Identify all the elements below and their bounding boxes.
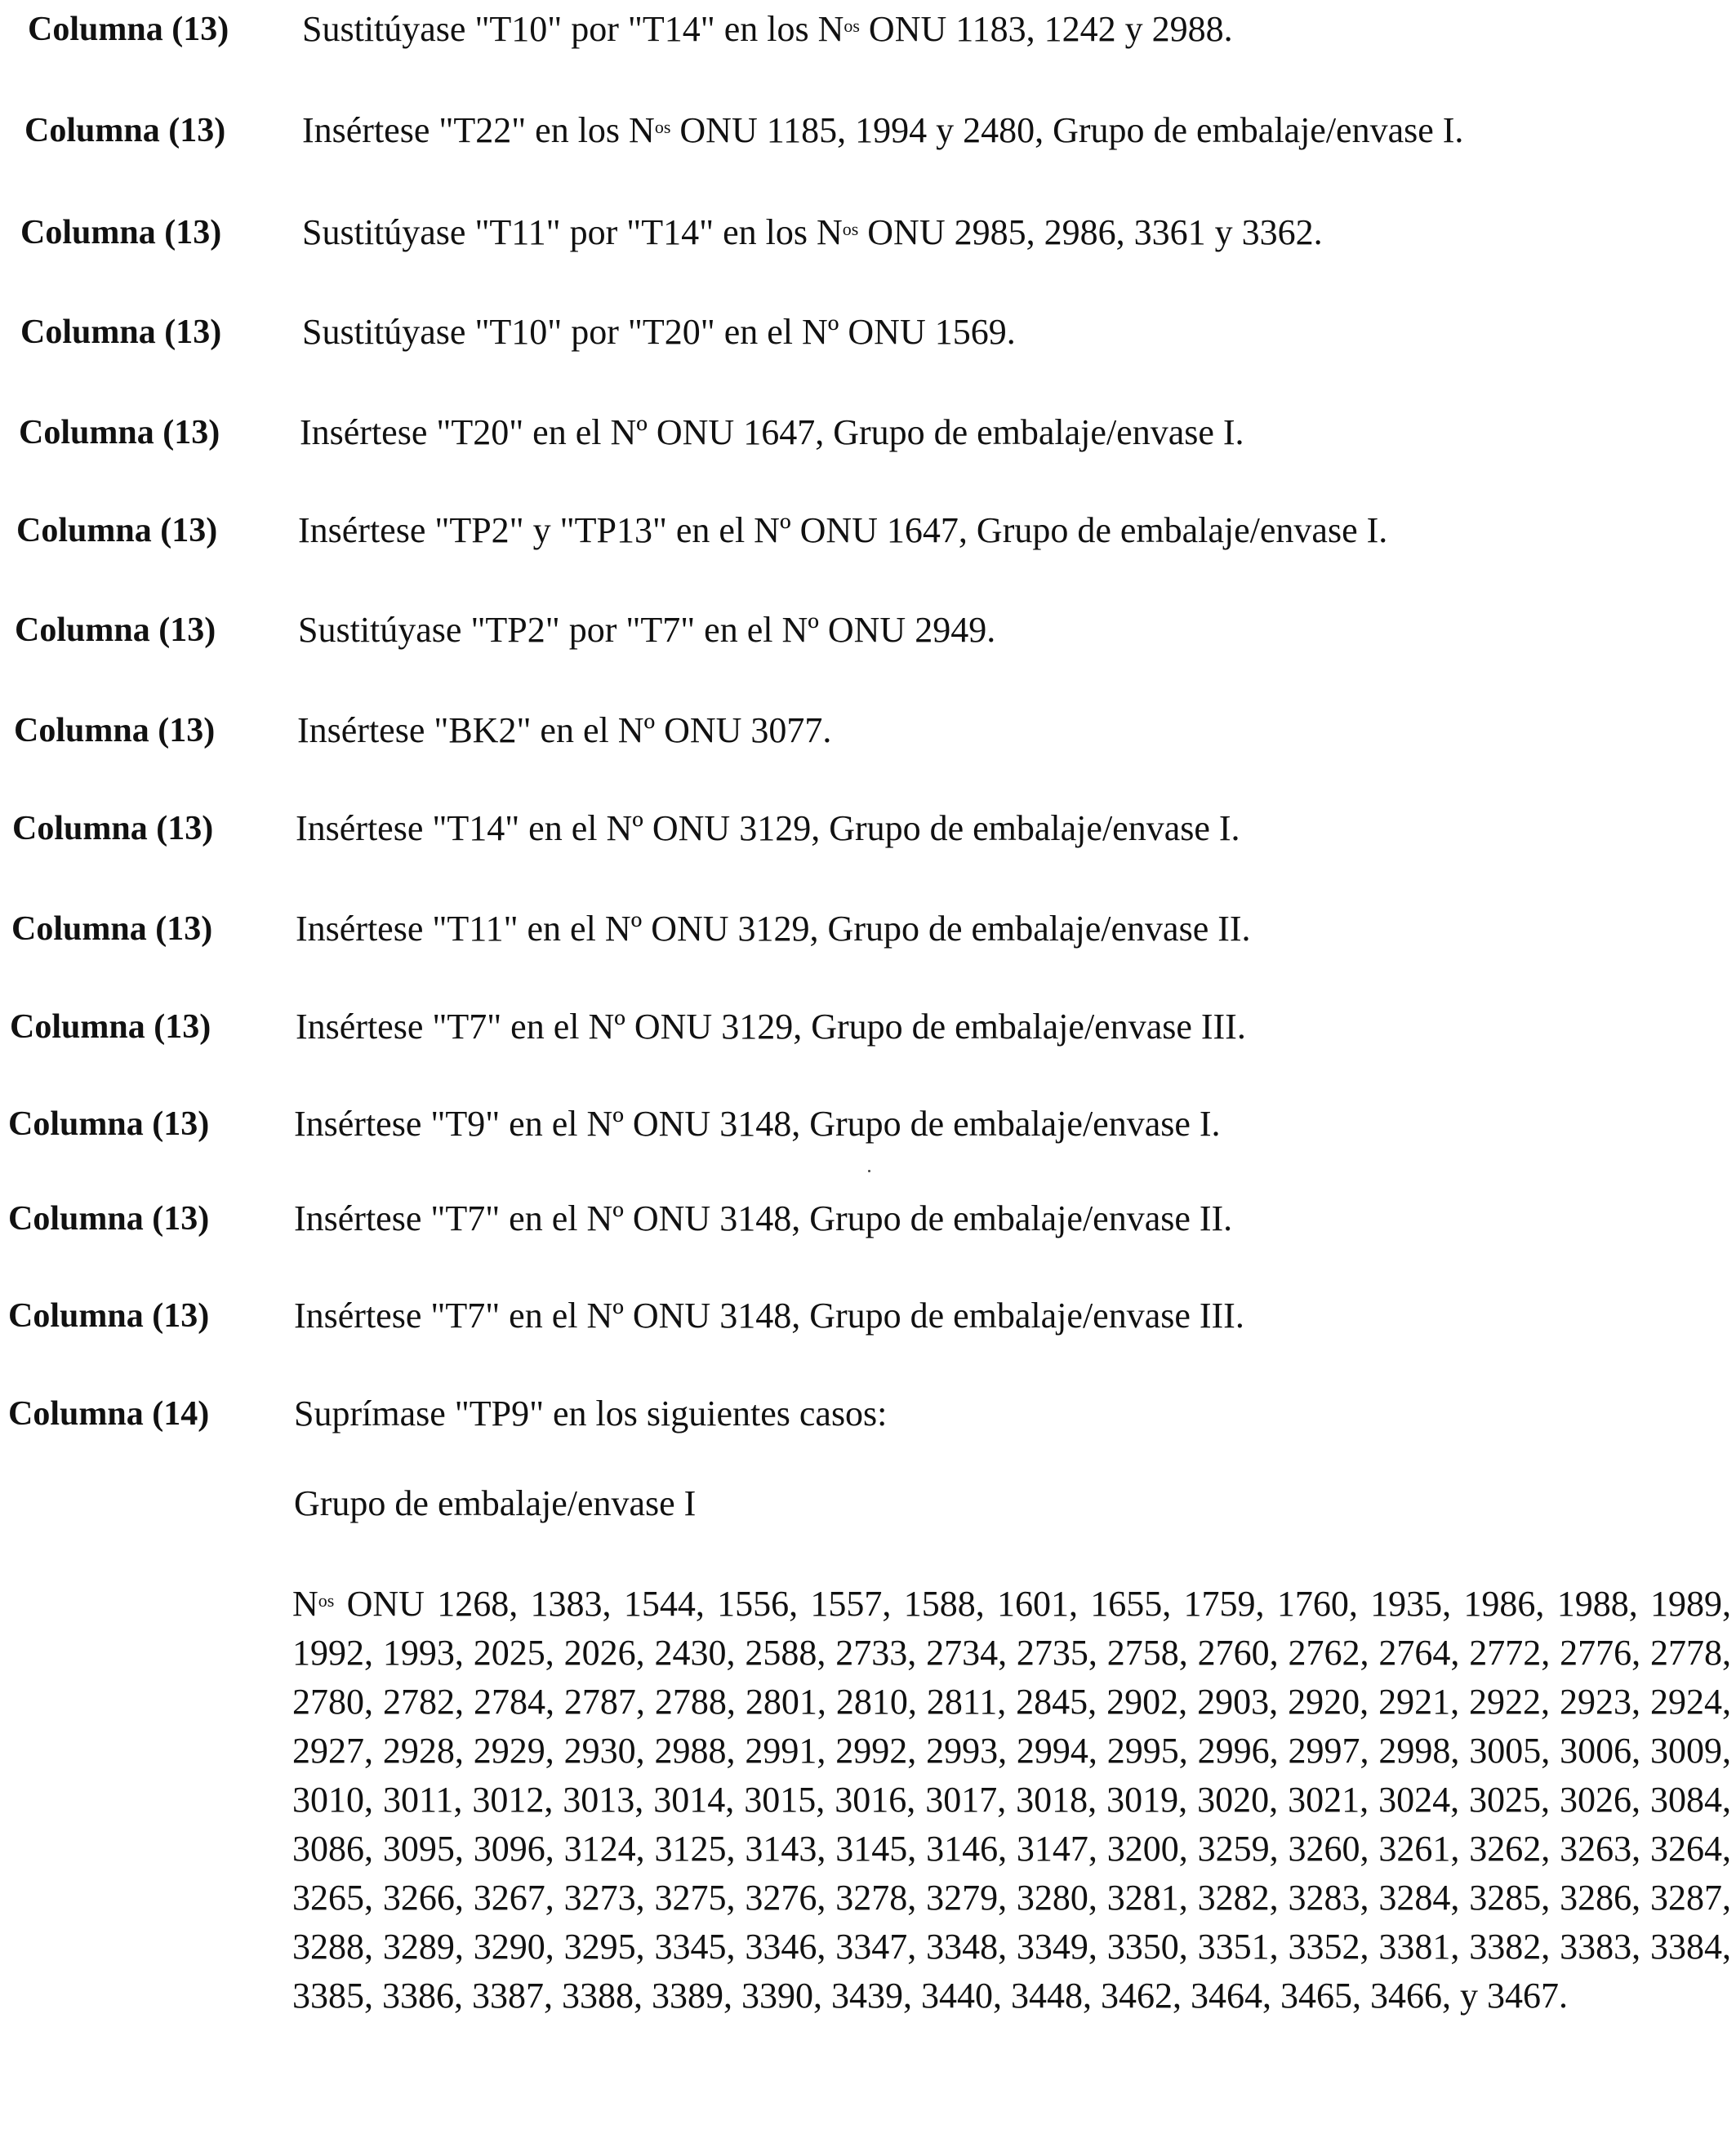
scan-speck — [868, 1170, 870, 1172]
column-label: Columna (13) — [10, 1008, 211, 1046]
column-label: Columna (13) — [16, 512, 218, 549]
amendment-entry — [0, 1100, 1736, 1149]
column-label: Columna (13) — [20, 214, 222, 251]
column-label: Columna (13) — [19, 414, 220, 451]
amendment-entry — [0, 706, 1736, 755]
amendment-text: Insértese "BK2" en el Nº ONU 3077. — [297, 710, 832, 750]
amendment-entry — [0, 1389, 1736, 1438]
amendment-text: Insértese "T7" en el Nº ONU 3148, Grupo de embalaje/envase II. — [294, 1198, 1233, 1238]
amendment-text: Insértese "T7" en el Nº ONU 3129, Grupo de embalaje/envase III. — [296, 1007, 1246, 1047]
column-label: Columna (13) — [12, 810, 214, 847]
amendment-text: Sustitúyase "T11" por "T14" en los $N^{os}$ ONU 2985, 2986, 3361 y 3362. — [302, 212, 1323, 252]
amendment-entry — [0, 1291, 1736, 1340]
amendment-text: Sustitúyase "TP2" por "T7" en el Nº ONU 2949. — [298, 610, 996, 650]
column-label: Columna (14) — [8, 1395, 210, 1433]
amendment-text: Insértese "T22" en los $N^{os}$ ONU 1185, 1994 y 2480, Grupo de embalaje/envase I. — [302, 110, 1464, 150]
column-label: Columna (13) — [8, 1200, 210, 1238]
packing-group-heading: Grupo de embalaje/envase I — [294, 1483, 697, 1523]
amendment-entry — [0, 506, 1736, 555]
amendment-text: Sustitúyase "T10" por "T20" en el Nº ONU 1569. — [302, 312, 1016, 352]
amendment-text: Insértese "TP2" y "TP13" en el Nº ONU 1647, Grupo de embalaje/envase I. — [298, 510, 1388, 550]
column-label: Columna (13) — [11, 910, 213, 948]
amendment-entry — [0, 106, 1736, 155]
column-label: Columna (13) — [8, 1297, 210, 1335]
amendment-text: Insértese "T11" en el Nº ONU 3129, Grupo de embalaje/envase II. — [296, 909, 1251, 949]
column-label: Columna (13) — [8, 1105, 210, 1143]
amendment-entry — [0, 1194, 1736, 1243]
amendment-entry — [0, 905, 1736, 954]
amendment-entry — [0, 1002, 1736, 1051]
amendment-text: Insértese "T9" en el Nº ONU 3148, Grupo de embalaje/envase I. — [294, 1104, 1221, 1144]
column-label: Columna (13) — [20, 313, 222, 351]
amendment-entry — [0, 408, 1736, 457]
column-label: Columna (13) — [28, 11, 229, 48]
amendment-text: Insértese "T14" en el Nº ONU 3129, Grupo de embalaje/envase I. — [296, 808, 1240, 848]
amendment-text: Insértese "T20" en el Nº ONU 1647, Grupo de embalaje/envase I. — [300, 412, 1244, 452]
un-number-list: $N^{os}$ ONU 1268, 1383, 1544, 1556, 1557, 1588, 1601, 1655, 1759, 1760, 1935, 1986, 1988, 1989, 1992, 1993, 2025, 2026, 2430, 2588, 2733, 2734, 2735, 2758, 2760, 2762, 2764, 2772, 2776, 2778, 2780, 2782, 2784, 2787, 2788, 2801, 2810, 2811, 2845, 2902, 2903, 2920, 2921, 2922, 2923, 2924, 2927, 2928, 2929, 2930, 2988, 2991, 2992, 2993, 2994, 2995, 2996, 2997, 2998, 3005, 3006, 3009, 3010, 3011, 3012, 3013, 3014, 3015, 3016, 3017, 3018, 3019, 3020, 3021, 3024, 3025, 3026, 3084, 3086, 3095, 3096, 3124, 3125, 3143, 3145, 3146, 3147, 3200, 3259, 3260, 3261, 3262, 3263, 3264, 3265, 3266, 3267, 3273, 3275, 3276, 3278, 3279, 3280, 3281, 3282, 3283, 3284, 3285, 3286, 3287, 3288, 3289, 3290, 3295, 3345, 3346, 3347, 3348, 3349, 3350, 3351, 3352, 3381, 3382, 3383, 3384, 3385, 3386, 3387, 3388, 3389, 3390, 3439, 3440, 3448, 3462, 3464, 3465, 3466, y 3467. — [292, 1584, 1731, 2016]
amendment-text: Insértese "T7" en el Nº ONU 3148, Grupo de embalaje/envase III. — [294, 1296, 1244, 1336]
amendment-entry — [0, 308, 1736, 357]
amendment-entry — [0, 5, 1736, 54]
amendment-entry — [0, 208, 1736, 257]
column-label: Columna (13) — [24, 112, 226, 149]
column-label: Columna (13) — [14, 712, 216, 749]
amendment-text: Sustitúyase "T10" por "T14" en los $N^{os}$ ONU 1183, 1242 y 2988. — [302, 9, 1233, 49]
amendment-entry — [0, 606, 1736, 655]
column-label: Columna (13) — [15, 611, 216, 649]
amendment-entry — [0, 804, 1736, 853]
amendment-text: Suprímase "TP9" en los siguientes casos: — [294, 1394, 888, 1434]
